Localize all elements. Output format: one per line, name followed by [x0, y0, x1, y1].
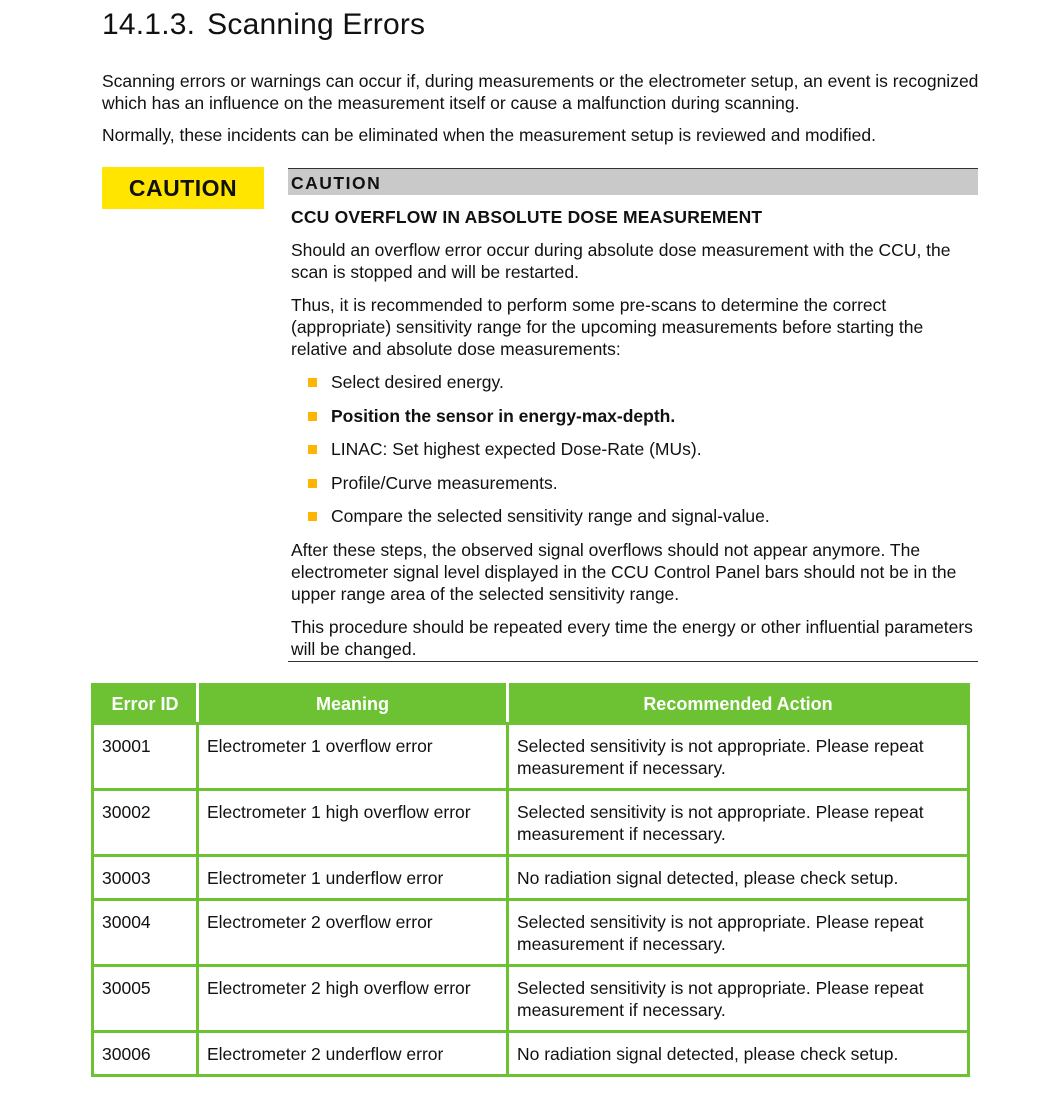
cell-error-id: 30006 — [93, 1032, 198, 1076]
square-bullet-icon — [308, 512, 317, 521]
caution-paragraph: Should an overflow error occur during absolute dose measurement with the CCU, the scan is stopped and will be restarted. — [291, 240, 951, 282]
error-table-container — [91, 683, 967, 1077]
list-item-text: Profile/Curve measurements. — [331, 472, 558, 493]
section-title: Scanning Errors — [207, 8, 426, 41]
cell-action: Selected sensitivity is not appropriate. Please repeat measurement if necessary. — [508, 966, 969, 1032]
caution-header: CAUTION — [288, 169, 978, 195]
caution-content — [288, 206, 978, 660]
caution-bullet-list — [291, 371, 978, 539]
caution-paragraph: After these steps, the observed signal overflows should not appear anymore. The electrometer signal level displayed in the CCU Control Panel bars should not be in the upper range area of the selected sensitivity range. — [291, 539, 957, 604]
table-row — [93, 724, 969, 790]
square-bullet-icon — [308, 378, 317, 387]
cell-error-id: 30005 — [93, 966, 198, 1032]
cell-meaning: Electrometer 1 high overflow error — [198, 790, 508, 856]
cell-action: No radiation signal detected, please check setup. — [508, 856, 969, 900]
cell-meaning: Electrometer 1 underflow error — [198, 856, 508, 900]
list-item-text: LINAC: Set highest expected Dose-Rate (MUs). — [331, 439, 702, 459]
cell-action: Selected sensitivity is not appropriate. Please repeat measurement if necessary. — [508, 790, 969, 856]
cell-meaning: Electrometer 2 overflow error — [198, 900, 508, 966]
caution-paragraph: Thus, it is recommended to perform some pre-scans to determine the correct (appropriate) sensitivity range for the upcoming measurements before starting the relative and absolute dose measurements: — [291, 295, 924, 359]
caution-paragraph: This procedure should be repeated every time the energy or other influential parameters will be changed. — [291, 616, 973, 659]
table-row — [93, 790, 969, 856]
table-header-row — [93, 685, 969, 724]
list-item — [291, 472, 978, 506]
cell-meaning: Electrometer 1 overflow error — [198, 724, 508, 790]
intro-paragraph: Normally, these incidents can be eliminated when the measurement setup is reviewed and modified. — [102, 125, 876, 145]
list-item — [291, 438, 978, 472]
list-item — [291, 505, 978, 539]
list-item — [291, 405, 978, 439]
caution-tag: CAUTION — [102, 167, 264, 209]
list-item — [291, 371, 978, 405]
table-row — [93, 966, 969, 1032]
list-item-text: Position the sensor in energy-max-depth. — [331, 405, 676, 426]
cell-error-id: 30001 — [93, 724, 198, 790]
cell-action: Selected sensitivity is not appropriate. Please repeat measurement if necessary. — [508, 724, 969, 790]
cell-action: No radiation signal detected, please check setup. — [508, 1032, 969, 1076]
square-bullet-icon — [308, 479, 317, 488]
table-row — [93, 856, 969, 900]
table-row — [93, 900, 969, 966]
square-bullet-icon — [308, 412, 317, 421]
caution-box — [288, 168, 978, 662]
intro-paragraph: Scanning errors or warnings can occur if, during measurements or the electrometer setup, an event is recognized which has an influence on the measurement itself or cause a malfunction during scanning. — [102, 71, 979, 113]
section-heading — [102, 8, 425, 42]
column-header-error-id: Error ID — [93, 685, 198, 724]
list-item-text: Compare the selected sensitivity range and signal-value. — [331, 506, 770, 526]
cell-meaning: Electrometer 2 high overflow error — [198, 966, 508, 1032]
table-row — [93, 1032, 969, 1076]
column-header-meaning: Meaning — [198, 685, 508, 724]
caution-subtitle: CCU OVERFLOW IN ABSOLUTE DOSE MEASUREMENT — [291, 207, 763, 227]
section-number: 14.1.3. — [102, 8, 196, 41]
cell-error-id: 30003 — [93, 856, 198, 900]
square-bullet-icon — [308, 445, 317, 454]
cell-error-id: 30004 — [93, 900, 198, 966]
error-table — [91, 683, 970, 1077]
cell-error-id: 30002 — [93, 790, 198, 856]
cell-action: Selected sensitivity is not appropriate. Please repeat measurement if necessary. — [508, 900, 969, 966]
cell-meaning: Electrometer 2 underflow error — [198, 1032, 508, 1076]
list-item-text: Select desired energy. — [331, 372, 504, 392]
column-header-recommended-action: Recommended Action — [508, 685, 969, 724]
